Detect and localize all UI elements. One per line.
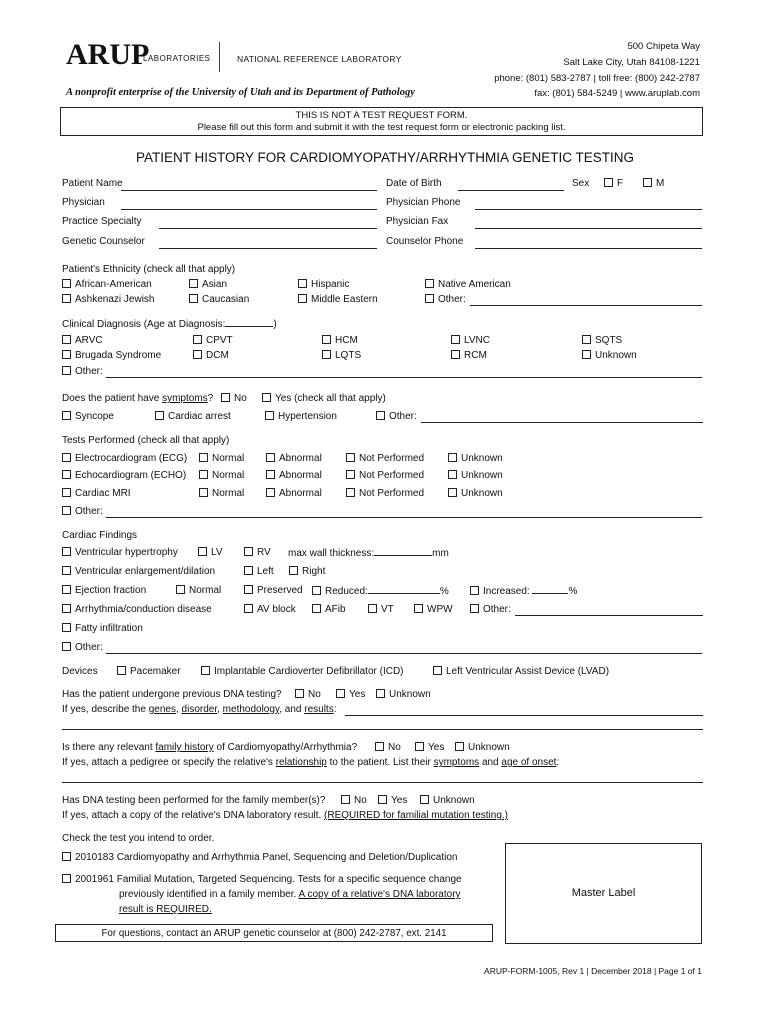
order-test2-line3: result is REQUIRED. bbox=[119, 904, 212, 915]
family-dna-attach: If yes, attach a copy of the relative's DNA laboratory result. (REQUIRED for familial mutation testing.) bbox=[62, 810, 508, 821]
dob-field[interactable] bbox=[458, 190, 564, 191]
dna-yes-option[interactable]: Yes bbox=[336, 689, 365, 700]
arrhythmia-other-field[interactable] bbox=[515, 615, 703, 616]
order-test2-line2: previously identified in a family member. A copy of a relative's DNA laboratory bbox=[119, 889, 461, 900]
sex-m-label: M bbox=[656, 178, 665, 189]
symptoms-no-option[interactable]: No bbox=[221, 393, 247, 404]
age-at-diagnosis-field[interactable] bbox=[225, 318, 273, 327]
contact-box bbox=[55, 924, 493, 942]
physician-field[interactable] bbox=[121, 209, 377, 210]
diagnosis-option[interactable]: Unknown bbox=[582, 350, 637, 361]
avblock-option[interactable]: AV block bbox=[244, 604, 296, 615]
counselor-phone-field[interactable] bbox=[475, 248, 702, 249]
rv-option[interactable]: RV bbox=[244, 547, 271, 558]
max-wall-field[interactable] bbox=[374, 547, 432, 556]
dna-describe-field[interactable] bbox=[345, 715, 703, 716]
diagnosis-other-option[interactable]: Other: bbox=[62, 366, 103, 377]
device-option[interactable]: Left Ventricular Assist Device (LVAD) bbox=[433, 666, 609, 677]
test-row-ecg[interactable]: Electrocardiogram (ECG) bbox=[62, 453, 187, 464]
diagnosis-option[interactable]: RCM bbox=[451, 350, 487, 361]
master-label-text: Master Label bbox=[571, 887, 636, 899]
fax-line: fax: (801) 584-5249 | www.aruplab.com bbox=[534, 88, 700, 99]
test-abnormal-option[interactable]: Abnormal bbox=[266, 453, 322, 464]
cardiac-heading: Cardiac Findings bbox=[62, 530, 138, 541]
diagnosis-option[interactable]: LVNC bbox=[451, 335, 490, 346]
ethnicity-option[interactable]: Hispanic bbox=[298, 279, 349, 290]
ethnicity-option[interactable]: Native American bbox=[425, 279, 511, 290]
practice-specialty-label: Practice Specialty bbox=[62, 216, 142, 227]
lv-option[interactable]: LV bbox=[198, 547, 223, 558]
ef-increased-field[interactable] bbox=[532, 585, 568, 594]
diagnosis-option[interactable]: HCM bbox=[322, 335, 358, 346]
test-normal-option[interactable]: Normal bbox=[199, 453, 244, 464]
sex-f-option[interactable] bbox=[604, 178, 623, 189]
diagnosis-option[interactable]: CPVT bbox=[193, 335, 233, 346]
symptom-option[interactable]: Hypertension bbox=[265, 411, 337, 422]
dna-describe-field-2[interactable] bbox=[62, 729, 703, 730]
device-option[interactable]: Pacemaker bbox=[117, 666, 181, 677]
checkbox[interactable] bbox=[643, 178, 652, 187]
physician-phone-label: Physician Phone bbox=[386, 197, 461, 208]
test-not-performed-option[interactable]: Not Performed bbox=[346, 453, 424, 464]
ethnicity-option[interactable]: African-American bbox=[62, 279, 152, 290]
physician-fax-field[interactable] bbox=[475, 228, 702, 229]
test-unknown-option[interactable]: Unknown bbox=[448, 488, 503, 499]
physician-label: Physician bbox=[62, 197, 105, 208]
family-question: Is there any relevant family history of Cardiomyopathy/Arrhythmia? bbox=[62, 742, 358, 753]
left-option[interactable]: Left bbox=[244, 566, 274, 577]
cardiac-other-option[interactable]: Other: bbox=[62, 642, 103, 653]
ef-option[interactable]: Ejection fraction bbox=[62, 585, 146, 596]
diagnosis-heading: Clinical Diagnosis (Age at Diagnosis: ) bbox=[62, 319, 277, 330]
diagnosis-other-field[interactable] bbox=[106, 377, 702, 378]
order-test1-option[interactable]: 2010183 Cardiomyopathy and Arrhythmia Panel, Sequencing and Deletion/Duplication bbox=[62, 852, 457, 863]
family-yes-option[interactable]: Yes bbox=[415, 742, 444, 753]
diagnosis-option[interactable]: DCM bbox=[193, 350, 229, 361]
arrhythmia-option[interactable]: Arrhythmia/conduction disease bbox=[62, 604, 212, 615]
ethnicity-option[interactable]: Ashkenazi Jewish bbox=[62, 294, 154, 305]
max-wall-thickness: max wall thickness: mm bbox=[288, 548, 449, 559]
test-other-option[interactable]: Other: bbox=[62, 506, 103, 517]
test-unknown-option[interactable]: Unknown bbox=[448, 470, 503, 481]
address-line2: Salt Lake City, Utah 84108-1221 bbox=[563, 57, 700, 68]
sex-f-label: F bbox=[617, 178, 624, 189]
family-dna-no-option[interactable]: No bbox=[341, 795, 367, 806]
family-unknown-option[interactable]: Unknown bbox=[455, 742, 510, 753]
test-row-mri[interactable]: Cardiac MRI bbox=[62, 488, 131, 499]
ef-reduced-option[interactable]: Reduced: % bbox=[312, 585, 449, 597]
device-option[interactable]: Implantable Cardioverter Defibrillator (ICD) bbox=[201, 666, 404, 677]
diagnosis-option[interactable]: LQTS bbox=[322, 350, 361, 361]
symptom-other-option[interactable]: Other: bbox=[376, 411, 417, 422]
address-line1: 500 Chipeta Way bbox=[627, 41, 700, 52]
physician-fax-label: Physician Fax bbox=[386, 216, 449, 227]
tagline: A nonprofit enterprise of the University of Utah and its Department of Pathology bbox=[66, 87, 415, 98]
genetic-counselor-label: Genetic Counselor bbox=[62, 236, 145, 247]
test-not-performed-option[interactable]: Not Performed bbox=[346, 470, 424, 481]
dna-question: Has the patient undergone previous DNA testing? bbox=[62, 689, 282, 700]
diagnosis-option[interactable]: ARVC bbox=[62, 335, 103, 346]
ethnicity-other-field[interactable] bbox=[470, 305, 702, 306]
header-divider bbox=[219, 42, 220, 72]
ethnicity-option[interactable]: Caucasian bbox=[189, 294, 249, 305]
ef-preserved-option[interactable]: Preserved bbox=[244, 585, 303, 596]
test-not-performed-option[interactable]: Not Performed bbox=[346, 488, 424, 499]
ef-reduced-field[interactable] bbox=[368, 585, 440, 594]
test-abnormal-option[interactable]: Abnormal bbox=[266, 488, 322, 499]
counselor-phone-label: Counselor Phone bbox=[386, 236, 464, 247]
test-unknown-option[interactable]: Unknown bbox=[448, 453, 503, 464]
order-heading: Check the test you intend to order. bbox=[62, 833, 215, 844]
notice-box bbox=[60, 107, 703, 136]
ef-normal-option[interactable]: Normal bbox=[176, 585, 221, 596]
family-no-option[interactable]: No bbox=[375, 742, 401, 753]
lab-type: NATIONAL REFERENCE LABORATORY bbox=[237, 54, 402, 64]
logo-sub: LABORATORIES bbox=[143, 54, 211, 63]
ethnicity-option[interactable]: Middle Eastern bbox=[298, 294, 378, 305]
ef-increased-option[interactable]: Increased: % bbox=[470, 585, 577, 597]
fatty-option[interactable]: Fatty infiltration bbox=[62, 623, 143, 634]
diagnosis-option[interactable]: Brugada Syndrome bbox=[62, 350, 161, 361]
ethnicity-heading: Patient's Ethnicity (check all that apply) bbox=[62, 264, 236, 275]
cardiac-other-field[interactable] bbox=[106, 653, 702, 654]
form-title: PATIENT HISTORY FOR CARDIOMYOPATHY/ARRHYTHMIA GENETIC TESTING bbox=[135, 150, 635, 165]
sex-m-option[interactable] bbox=[643, 178, 664, 189]
family-dna-question: Has DNA testing been performed for the family member(s)? bbox=[62, 795, 326, 806]
family-dna-yes-option[interactable]: Yes bbox=[378, 795, 407, 806]
afib-option[interactable]: AFib bbox=[312, 604, 346, 615]
wpw-option[interactable]: WPW bbox=[414, 604, 453, 615]
devices-heading: Devices bbox=[62, 666, 98, 677]
family-dna-unknown-option[interactable]: Unknown bbox=[420, 795, 475, 806]
test-row-echo[interactable]: Echocardiogram (ECHO) bbox=[62, 470, 186, 481]
symptom-option[interactable]: Syncope bbox=[62, 411, 114, 422]
order-test2-option[interactable]: 2001961 Familial Mutation, Targeted Sequencing. Tests for a specific sequence change bbox=[62, 874, 462, 885]
symptoms-question: Does the patient have symptoms? bbox=[62, 393, 214, 404]
family-history-field[interactable] bbox=[62, 782, 703, 783]
test-other-field[interactable] bbox=[106, 517, 702, 518]
right-option[interactable]: Right bbox=[289, 566, 325, 577]
ethnicity-other-option[interactable]: Other: bbox=[425, 294, 466, 305]
sex-label: Sex bbox=[572, 178, 590, 189]
arrhythmia-other-option[interactable]: Other: bbox=[470, 604, 511, 615]
notice-line2: Please fill out this form and submit it with the test request form or electronic packing list. bbox=[197, 122, 566, 133]
dob-label: Date of Birth bbox=[386, 178, 442, 189]
test-normal-option[interactable]: Normal bbox=[199, 470, 244, 481]
genetic-counselor-field[interactable] bbox=[159, 248, 377, 249]
practice-specialty-field[interactable] bbox=[159, 228, 377, 229]
tests-heading: Tests Performed (check all that apply) bbox=[62, 435, 230, 446]
dna-describe: If yes, describe the genes, disorder, methodology, and results: bbox=[62, 704, 337, 715]
symptom-option[interactable]: Cardiac arrest bbox=[155, 411, 231, 422]
test-normal-option[interactable]: Normal bbox=[199, 488, 244, 499]
master-label-box bbox=[505, 843, 702, 944]
checkbox[interactable] bbox=[604, 178, 613, 187]
vt-option[interactable]: VT bbox=[368, 604, 394, 615]
test-abnormal-option[interactable]: Abnormal bbox=[266, 470, 322, 481]
vh-option[interactable]: Ventricular hypertrophy bbox=[62, 547, 178, 558]
ve-option[interactable]: Ventricular enlargement/dilation bbox=[62, 566, 215, 577]
patient-name-label: Patient Name bbox=[62, 178, 123, 189]
physician-phone-field[interactable] bbox=[475, 209, 702, 210]
footer-text: ARUP-FORM-1005, Rev 1 | December 2018 | Page 1 of 1 bbox=[484, 966, 702, 976]
contact-text: For questions, contact an ARUP genetic counselor at (800) 242-2787, ext. 2141 bbox=[101, 928, 447, 939]
family-attach: If yes, attach a pedigree or specify the relative's relationship to the patient. List their symptoms and age of onset: bbox=[62, 757, 560, 768]
phone-line: phone: (801) 583-2787 | toll free: (800) 242-2787 bbox=[494, 73, 700, 84]
arup-logo: ARUP bbox=[66, 38, 150, 71]
diagnosis-option[interactable]: SQTS bbox=[582, 335, 622, 346]
ethnicity-option[interactable]: Asian bbox=[189, 279, 227, 290]
patient-name-field[interactable] bbox=[121, 190, 377, 191]
symptom-other-field[interactable] bbox=[421, 422, 703, 423]
notice-line1: THIS IS NOT A TEST REQUEST FORM. bbox=[295, 110, 468, 121]
dna-unknown-option[interactable]: Unknown bbox=[376, 689, 431, 700]
symptoms-yes-option[interactable]: Yes (check all that apply) bbox=[262, 393, 386, 404]
dna-no-option[interactable]: No bbox=[295, 689, 321, 700]
